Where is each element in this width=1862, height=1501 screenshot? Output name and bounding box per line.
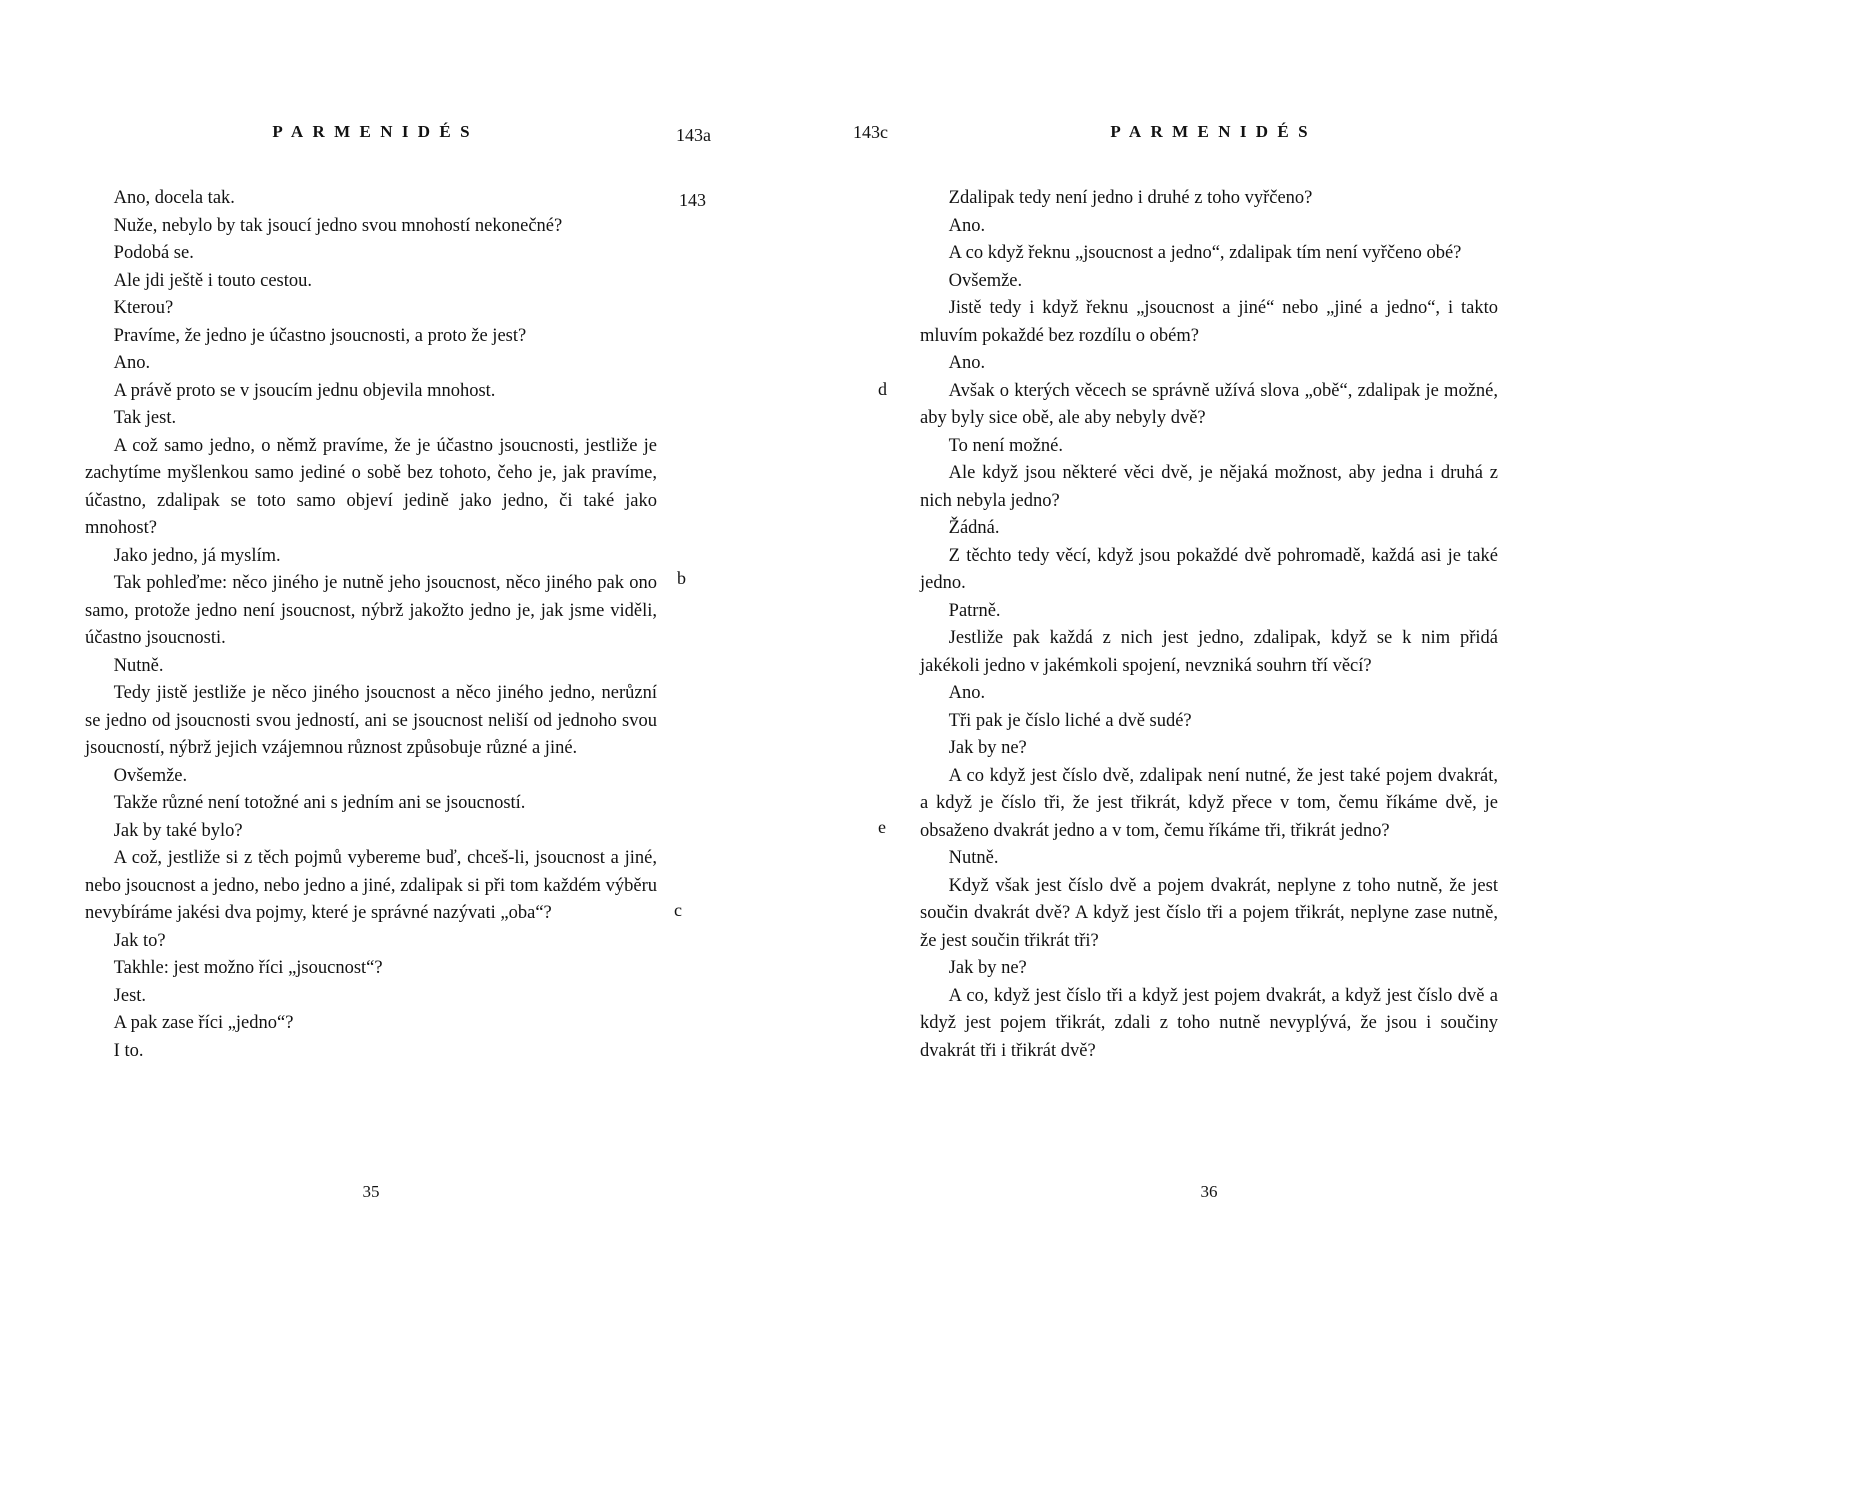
paragraph: Žádná. bbox=[948, 518, 1000, 538]
paragraph: Takže různé není totožné ani s jedním ani se jsoucností. bbox=[113, 793, 526, 813]
paragraph: Ale jdi ještě i touto cestou. bbox=[113, 270, 312, 291]
paragraph: Tři pak je číslo liché a dvě sudé? bbox=[948, 710, 1192, 731]
paragraph: Podobá se. bbox=[113, 243, 194, 263]
paragraph: Nutně. bbox=[113, 655, 164, 676]
paragraph: Ano. bbox=[948, 215, 986, 236]
paragraph: Jako jedno, já myslím. bbox=[113, 545, 281, 566]
margin-marker: 143c bbox=[853, 122, 888, 142]
page-number-left: 35 bbox=[362, 1182, 380, 1201]
paragraph: Jak by ne? bbox=[948, 958, 1027, 978]
paragraph: A co, když jest číslo tři a když jest pojem dvakrát, a když jest číslo dvě a když jest pojem třikrát, zdali z toho nutně nevyplývá, že jsou i součiny dvakrát tři i třikrát dvě? bbox=[920, 985, 1498, 1061]
paragraph: A co když řeknu „jsoucnost a jedno“, zdalipak tím není vyřčeno obé? bbox=[948, 243, 1462, 263]
paragraph: Kterou? bbox=[113, 298, 174, 318]
page-header-right: PARMENIDÉS bbox=[1110, 122, 1317, 141]
page-right bbox=[920, 0, 1498, 1501]
paragraph: Zdalipak tedy není jedno i druhé z toho vyřčeno? bbox=[948, 188, 1313, 208]
page-header-left: PARMENIDÉS bbox=[272, 122, 479, 141]
paragraph: A co když jest číslo dvě, zdalipak není nutné, že jest také pojem dvakrát, a když je číslo tři, že jest třikrát, když přece v tom, čemu říkáme dvě, je obsaženo dvakrát jedno a v tom, čemu říkáme tři, třikrát jedno? bbox=[920, 765, 1498, 841]
paragraph: A právě proto se v jsoucím jednu objevila mnohost. bbox=[113, 380, 496, 401]
paragraph: Takhle: jest možno říci „jsoucnost“? bbox=[113, 958, 383, 978]
paragraph: Ano. bbox=[948, 353, 986, 373]
paragraph: Tak pohleďme: něco jiného je nutně jeho jsoucnost, něco jiného pak ono samo, protože jedno není jsoucnost, nýbrž jakožto jedno je, jak jsme viděli, účastno jsoucnosti. bbox=[85, 573, 657, 648]
paragraph: A což samo jedno, o němž pravíme, že je účastno jsoucnosti, jestliže je zachytíme myšlenkou samo jediné o sobě bez tohoto, čeho je, jak pravíme, účastno, zdalipak se toto samo objeví jedině jako jedno, či také jako mnohost? bbox=[85, 435, 657, 538]
margin-marker: e bbox=[878, 817, 886, 837]
paragraph: Ale když jsou některé věci dvě, je nějaká možnost, aby jedna i druhá z nich nebyla jedno? bbox=[920, 463, 1498, 511]
paragraph: Tak jest. bbox=[113, 408, 177, 428]
paragraph: Avšak o kterých věcech se správně užívá slova „obě“, zdalipak je možné, aby byly sice obě, ale aby nebyly dvě? bbox=[920, 380, 1498, 428]
margin-marker: d bbox=[878, 379, 887, 399]
paragraph: Jestliže pak každá z nich jest jedno, zdalipak, když se k nim přidá jakékoli jedno v jakémkoli spojení, nevzniká souhrn tří věcí? bbox=[920, 628, 1498, 676]
paragraph: To není možné. bbox=[948, 435, 1063, 456]
paragraph: Jistě tedy i když řeknu „jsoucnost a jiné“ nebo „jiné a jedno“, i takto mluvím pokaždé bez rozdílu o obém? bbox=[920, 298, 1498, 346]
paragraph: A pak zase říci „jedno“? bbox=[113, 1013, 294, 1033]
paragraph: Ano. bbox=[113, 353, 151, 373]
paragraph: Jest. bbox=[113, 985, 147, 1006]
text-column-left bbox=[85, 185, 657, 1065]
paragraph: Jak to? bbox=[113, 930, 166, 951]
page-left bbox=[85, 0, 657, 1501]
paragraph: Ovšemže. bbox=[948, 270, 1023, 291]
paragraph: A což, jestliže si z těch pojmů vybereme buď, chceš-li, jsoucnost a jiné, nebo jsoucnost a jedno, nebo jedno a jiné, zdalipak si při tom každém výběru nevybíráme jakési dva pojmy, které je správné nazývati „oba“? bbox=[85, 848, 657, 923]
paragraph: Ano. bbox=[948, 683, 986, 703]
paragraph: Jak by ne? bbox=[948, 738, 1027, 758]
paragraph: I to. bbox=[113, 1040, 144, 1061]
paragraph: Patrně. bbox=[948, 600, 1001, 621]
text-column-right bbox=[920, 185, 1498, 1065]
paragraph: Tedy jistě jestliže je něco jiného jsoucnost a něco jiného jedno, nerůzní se jedno od jsoucnosti svou jedností, ani se jsoucnost neliší od jednoho svou jsoucností, nýbrž jejich vzájemnou různost způsobuje různé a jiné. bbox=[85, 683, 657, 758]
margin-marker: b bbox=[677, 568, 686, 588]
paragraph: Z těchto tedy věcí, když jsou pokaždé dvě pohromadě, každá asi je také jedno. bbox=[920, 545, 1498, 593]
margin-marker: 143 bbox=[679, 190, 706, 210]
margin-marker: 143a bbox=[676, 125, 711, 145]
paragraph: Jak by také bylo? bbox=[113, 820, 243, 841]
paragraph: Pravíme, že jedno je účastno jsoucnosti, a proto že jest? bbox=[113, 325, 527, 346]
paragraph: Když však jest číslo dvě a pojem dvakrát, neplyne z toho nutně, že jest součin dvakrát dvě? A když jest číslo tři a pojem třikrát, neplyne zase nutně, že jest součin třikrát tři? bbox=[920, 875, 1498, 951]
paragraph: Nutně. bbox=[948, 848, 999, 868]
paragraph: Nuže, nebylo by tak jsoucí jedno svou mnohostí nekonečné? bbox=[113, 215, 563, 236]
paragraph: Ano, docela tak. bbox=[113, 188, 235, 208]
margin-marker: c bbox=[674, 900, 682, 920]
paragraph: Ovšemže. bbox=[113, 765, 188, 786]
page-number-right: 36 bbox=[1200, 1182, 1218, 1201]
